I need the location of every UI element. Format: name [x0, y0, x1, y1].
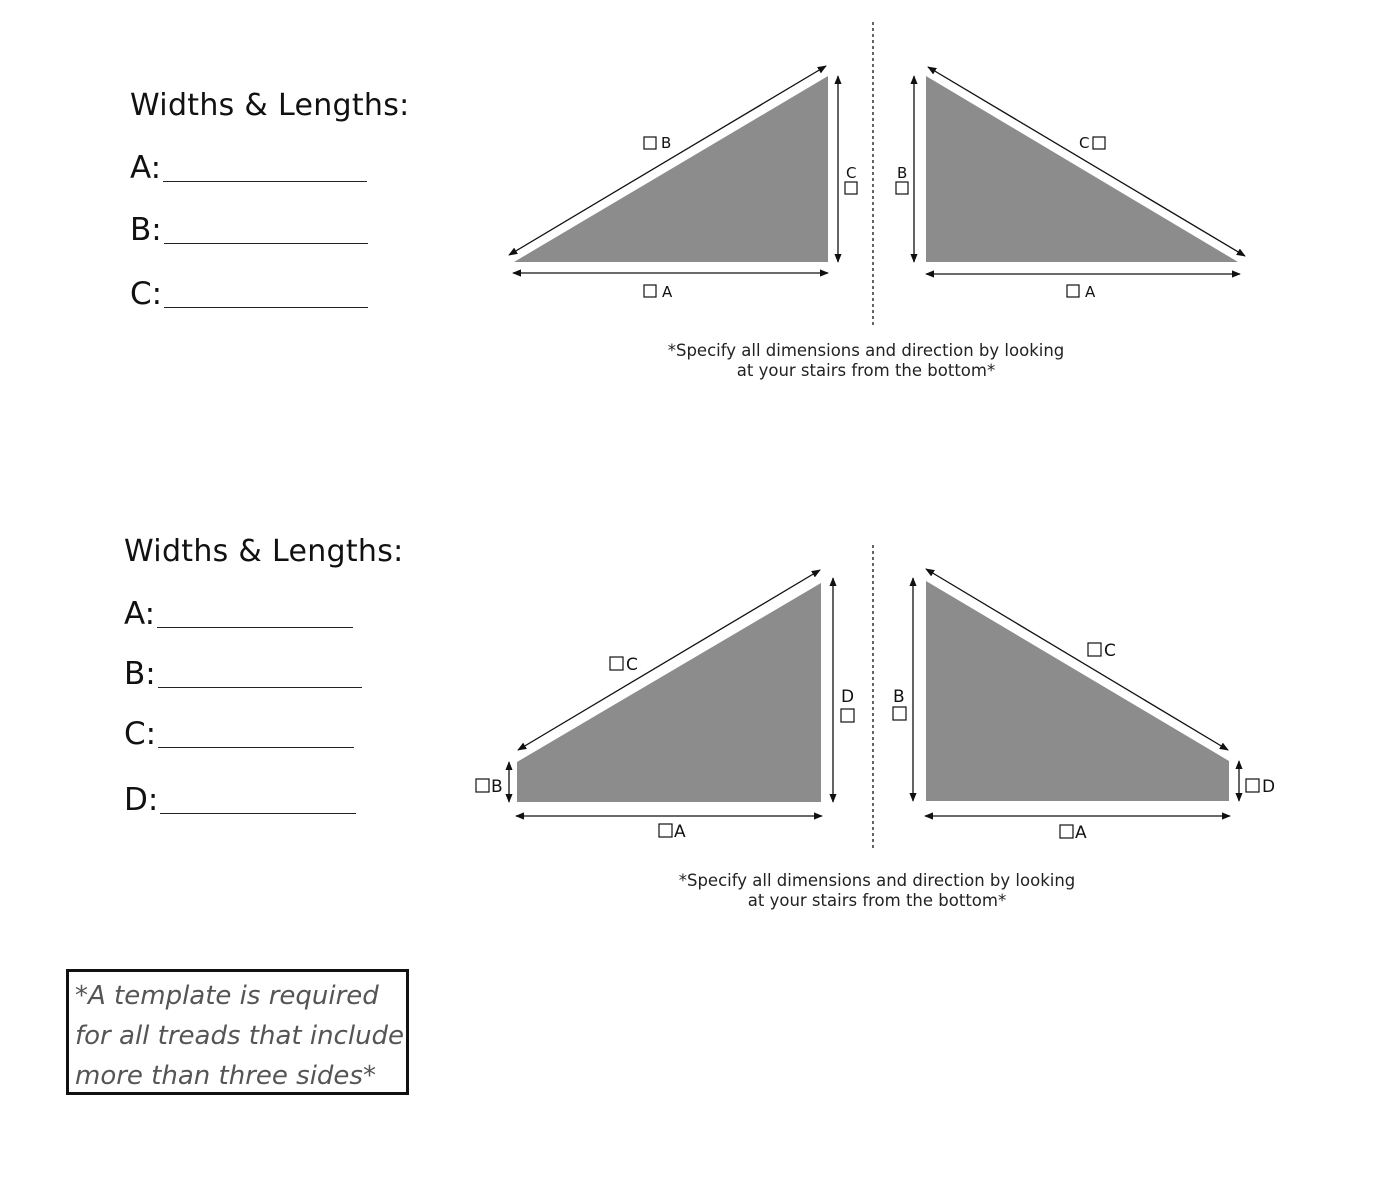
checkbox-icon[interactable]: [1088, 643, 1101, 656]
tread-shape: [514, 76, 828, 262]
field-label: C:: [124, 716, 157, 752]
tread-left-1: [509, 66, 857, 301]
checkbox-icon[interactable]: [896, 182, 908, 194]
field-label: A:: [124, 596, 156, 632]
dimension-label: C: [846, 164, 857, 182]
dimension-label: A: [662, 283, 673, 301]
dimension-label: B: [897, 164, 908, 182]
field-label: B:: [124, 656, 156, 692]
note-line: *A template is required: [75, 981, 379, 1011]
dimension-label: D: [841, 687, 855, 707]
tread-right-2: [893, 569, 1275, 843]
field-label: A:: [130, 150, 162, 186]
checkbox-icon[interactable]: [610, 657, 623, 670]
checkbox-icon[interactable]: [476, 779, 489, 792]
dimension-label: C: [1104, 641, 1116, 661]
tread-shape: [926, 581, 1229, 801]
checkbox-icon[interactable]: [1060, 825, 1073, 838]
field-label: D:: [124, 782, 159, 818]
instruction-note-line-2: at your stairs from the bottom*: [736, 361, 996, 380]
field-label: B:: [130, 212, 162, 248]
checkbox-icon[interactable]: [644, 137, 656, 149]
checkbox-icon[interactable]: [893, 707, 906, 720]
dimension-label: A: [674, 822, 686, 842]
checkbox-icon[interactable]: [1093, 137, 1105, 149]
tread-shape: [926, 76, 1238, 262]
checkbox-icon[interactable]: [644, 285, 656, 297]
instruction-note-line-1: *Specify all dimensions and direction by looking: [678, 871, 1076, 890]
dimension-label: B: [893, 687, 905, 707]
dimension-label: A: [1075, 823, 1087, 843]
note-line: more than three sides*: [75, 1061, 376, 1091]
tread-right-1: [896, 67, 1245, 301]
note-line: for all treads that include: [75, 1021, 405, 1051]
checkbox-icon[interactable]: [845, 182, 857, 194]
field-label: C:: [130, 276, 163, 312]
dimension-label: C: [1079, 134, 1090, 152]
instruction-note-line-2: at your stairs from the bottom*: [747, 891, 1007, 910]
checkbox-icon[interactable]: [659, 824, 672, 837]
form-title: Widths & Lengths:: [124, 534, 404, 569]
dimension-label: B: [661, 134, 672, 152]
dimension-label: C: [626, 655, 638, 675]
form-title: Widths & Lengths:: [130, 88, 410, 123]
dimension-label: A: [1085, 283, 1096, 301]
instruction-note-line-1: *Specify all dimensions and direction by looking: [667, 341, 1065, 360]
checkbox-icon[interactable]: [841, 709, 854, 722]
dimension-label: B: [491, 777, 503, 797]
tread-shape: [517, 583, 821, 802]
tread-left-2: [476, 570, 854, 842]
checkbox-icon[interactable]: [1067, 285, 1079, 297]
dimension-label: D: [1262, 777, 1276, 797]
checkbox-icon[interactable]: [1246, 779, 1259, 792]
template-required-note: [66, 969, 409, 1095]
